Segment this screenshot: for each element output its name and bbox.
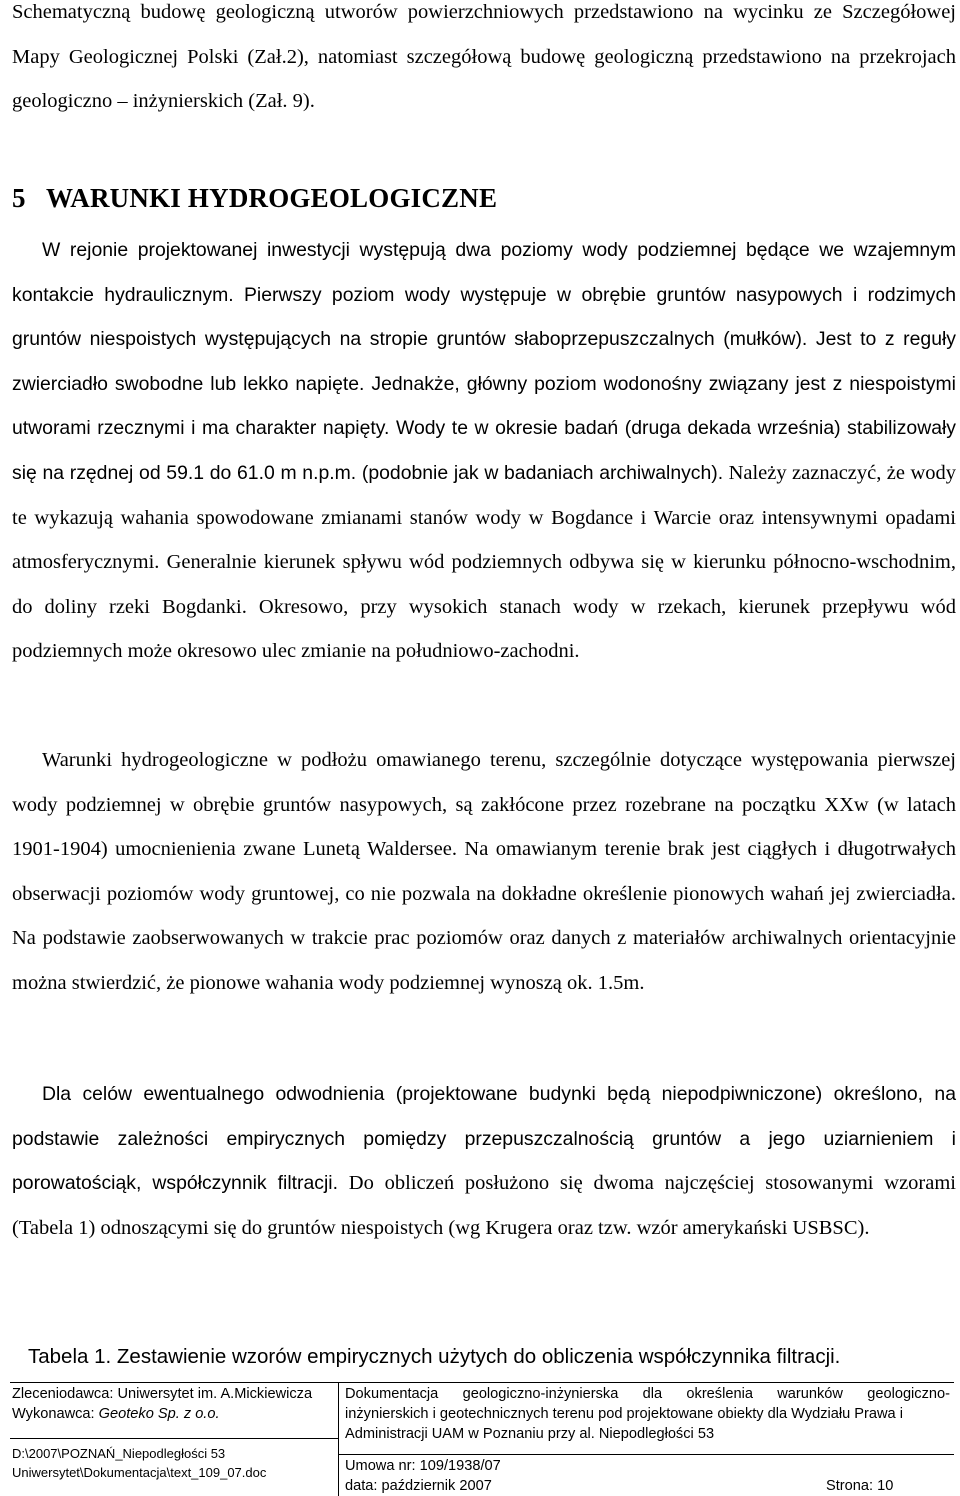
footer-doc-title-3: Administracji UAM w Poznaniu przy al. Niepodległości 53 xyxy=(345,1426,715,1442)
section-heading: 5 WARUNKI HYDROGEOLOGICZNE xyxy=(12,183,498,213)
footer-divider xyxy=(338,1382,339,1496)
footer-doc-title-1: Dokumentacja geologiczno-inżynierska dla określenia warunków geologiczno- xyxy=(345,1386,950,1402)
footer-client: Zleceniodawca: Uniwersytet im. A.Mickiewicza xyxy=(12,1386,313,1402)
paragraph-text-sans: Dla celów ewentualnego odwodnienia (projektowane budynki będą niepodpiwniczone) określono, na podstawie zależności empirycznych pomiędzy przepuszczalnością gruntów a jego uziarnieniem i porowatościąk, współczynnik filtracji. xyxy=(12,1083,956,1195)
footer-contract-number: Umowa nr: 109/1938/07 xyxy=(345,1458,501,1474)
paragraph-text-serif: Należy zaznaczyć, że wody te wykazują wahania spowodowane zmianami stanów wody w Bogdance i Warcie oraz intensywnymi opadami atmosferycznymi. Generalnie kierunek spływu wód podziemnych odbywa się w kierunku północno-wschodnim, do doliny rzeki Bogdanki. Okresowo, przy wysokich stanach wody w rzekach, kierunek przepływu wód podziemnych może okresowo ulec zmianie na południowo-zachodni. xyxy=(12,461,956,663)
footer-page-number: Strona: 10 xyxy=(826,1478,894,1494)
paragraph-geology xyxy=(12,0,956,124)
footer-left-rule xyxy=(10,1438,338,1439)
paragraph-text xyxy=(12,228,956,674)
footer-top-rule xyxy=(10,1382,954,1383)
page-footer xyxy=(0,1382,960,1496)
footer-contractor-label: Wykonawca: xyxy=(12,1406,99,1422)
paragraph-conditions xyxy=(12,738,956,1006)
paragraph-hydrogeology xyxy=(12,228,956,674)
paragraph-text: Warunki hydrogeologiczne w podłożu omawianego terenu, szczególnie dotyczące występowania pierwszej wody podziemnej w obrębie gruntów nasypowych, są zakłócone przez rozebrane na początku XXw (w latach 1901-1904) umocnienienia zwane Lunetą Waldersee. Na omawianym terenie brak jest ciągłych i długotrwałych obserwacji poziomów wody gruntowej, co nie pozwala na dokładne określenie pionowych wahań jej zwierciadła. Na podstawie zaobserwowanych w trakcie prac poziomów oraz danych z materiałów archiwalnych orientacyjnie można stwierdzić, że pionowe wahania wody podziemnej wynoszą ok. 1.5m. xyxy=(12,749,956,994)
paragraph-text-sans: W rejonie projektowanej inwestycji występują dwa poziomy wody podziemnej będące we wzajemnym kontakcie hydraulicznym. Pierwszy poziom wody występuje w obrębie gruntów nasypowych i rodzimych gruntów niespoistych występujących na stropie gruntów słaboprzepuszczalnych (mułków). Jest to z reguły zwierciadło swobodne lub lekko napięte. Jednakże, główny poziom wodonośny związany jest z niespoistymi utworami rzecznymi i ma charakter napięty. Wody te w okresie badań (druga dekada września) stabilizowały się na rzędnej od 59.1 do 61.0 m n.p.m. (podobnie jak w badaniach archiwalnych). xyxy=(12,239,956,484)
paragraph-text-serif: Do obliczeń posłużono się dwoma najczęściej stosowanymi wzorami (Tabela 1) odnoszącymi się do gruntów niespoistych (wg Krugera oraz tzw. wzór amerykański USBSC). xyxy=(12,1172,956,1239)
footer-contractor-name: Geoteko Sp. z o.o. xyxy=(98,1406,220,1422)
footer-doc-title-2: inżynierskich i geotechnicznych terenu pod projektowane obiekty dla Wydziału Prawa i xyxy=(345,1406,903,1422)
footer-file-path-1: D:\2007\POZNAŃ_Niepodległości 53 xyxy=(12,1446,226,1461)
footer-contractor xyxy=(12,1404,220,1424)
footer-date: data: październik 2007 xyxy=(345,1478,492,1494)
paragraph-drainage xyxy=(12,1072,956,1250)
table-caption: Tabela 1. Zestawienie wzorów empirycznych użytych do obliczenia współczynnika filtracji. xyxy=(28,1345,841,1368)
paragraph-text xyxy=(12,1072,956,1250)
footer-file-path-2: Uniwersytet\Dokumentacja\text_109_07.doc xyxy=(12,1465,267,1480)
paragraph-text: Schematyczną budowę geologiczną utworów powierzchniowych przedstawiono na wycinku ze Szczegółowej Mapy Geologicznej Polski (Zał.2), natomiast szczegółową budowę geologiczną przedstawiono na przekrojach geologiczno – inżynierskich (Zał. 9). xyxy=(12,1,956,113)
footer-right-rule xyxy=(339,1454,954,1455)
